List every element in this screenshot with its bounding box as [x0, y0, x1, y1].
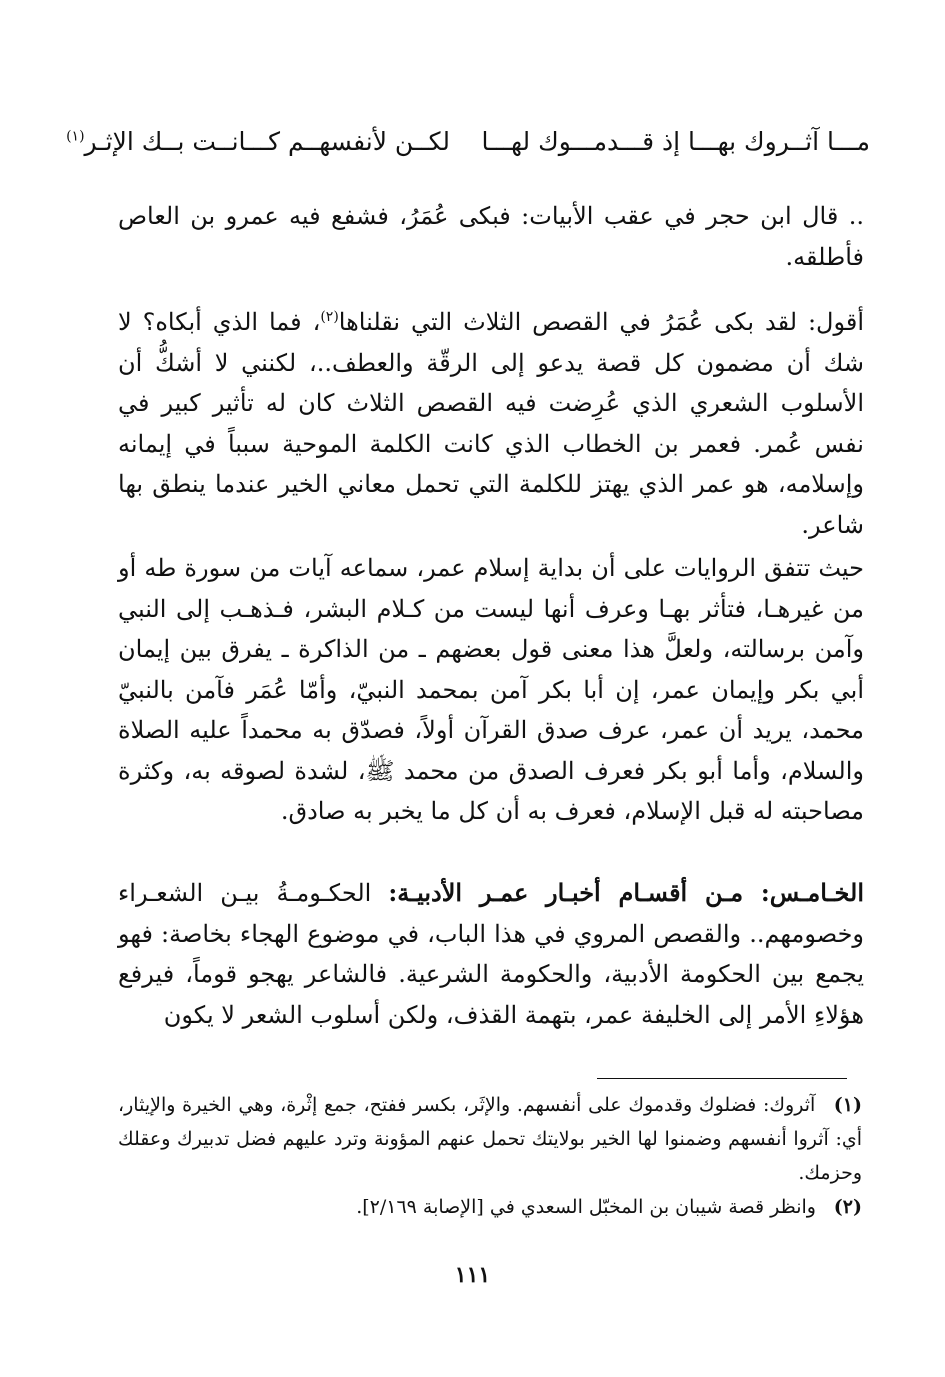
paragraph-text-part: ، فما الذي أبكاه؟ لا شك أن مضمون كل قصة يدعو إلى الرقّة والعطف..، لكنني لا أشكُّ أن الأسلوب الشعري الذي عُرِضت فيه القصص الثلاث كان له تأثير كبير في نفس عُمر. فعمر بن الخطاب الذي كانت الكلمة الموحية سبباً في إيمانه وإسلامه، هو عمر الذي يهتز للكلمة التي تحمل معاني الخير عندما ينطق بها شاعر. [118, 308, 864, 539]
verse-hemistich-first [481, 122, 870, 162]
section-heading: الخـامـس: مـن أقسـام أخبـار عمـر الأدبيـة: [388, 878, 865, 907]
paragraph-text [118, 873, 864, 1035]
paragraph-text: حيث تتفق الروايات على أن بداية إسلام عمر، سماعه آيات من سورة طه أو من غيرهـا، فتأثر بهـا وعرف أنها ليست من كـلام البشر، فـذهـب إلى النبي وآمن برسالته، ولعلَّ هذا معنى قول بعضهم ـ من الذاكرة ـ يفرق بين إيمان أبي بكر وإيمان عمر، إن أبا بكر آمن بمحمد النبيّ، وأمّا عُمَر فآمن بالنبيّ محمد، يريد أن عمر، عرف صدق القرآن أولاً، فصدّق به محمداً عليه الصلاة والسلام، وأما أبو بكر فعرف الصدق من محمد ﷺ، لشدة لصوقه به، وكثرة مصاحبته له قبل الإسلام، فعرف به أن كل ما يخبر به صادق. [118, 554, 865, 825]
footnote-ref-2: (٢) [320, 309, 339, 325]
footnote-ref-1: (١) [66, 128, 85, 145]
footnote-text: آثروك: فضلوك وقدموك على أنفسهم. والإثَر، بكسر ففتح، جمع إثْرة، وهي الخيرة والإيثار، أي: آثروا أنفسهم وضمنوا لها الخير بولايتك تحمل عنهم المؤونة وترد عليهم فضل تدبيرك وعقلك وحزمك. [118, 1094, 862, 1184]
footnote-2 [118, 1190, 862, 1224]
verse-hemistich-second-text: لكــن لأنفسهــم كـــانــت بــك الإثـر [84, 127, 450, 156]
paragraph-text-part: الحكـومـةُ بيـن الشعـراء وخصومهم.. والقصص المروي في هذا الباب، في موضوع الهجاء بخاصة: فهو يجمع بين الحكومة الأدبية، والحكومة الشرعية. فالشاعر يهجو قوماً، فيرفع هؤلاءِ الأمر إلى الخليفة عمر، بتهمة القذف، ولكن أسلوب الشعر لا يكون [118, 879, 864, 1029]
verse-hemistich-first-text: مـــا آثــروك بهـــا إذ قـــدمـــوك لهـــا [481, 127, 870, 156]
footnote-text: وانظر قصة شيبان بن المخبّل السعدي في [الإصابة ٢/١٦٩]. [356, 1196, 816, 1218]
paragraph-text: .. قال ابن حجر في عقب الأبيات: فبكى عُمَرُ، فشفع فيه عمرو بن العاص فأطلقه. [118, 202, 864, 271]
footnote-1 [118, 1088, 862, 1190]
verse-hemistich-second [66, 122, 450, 162]
paragraph-ibn-hajar [118, 196, 864, 277]
page-number: ١١١ [454, 1262, 491, 1288]
footnote-divider [597, 1078, 847, 1079]
paragraph-text [118, 302, 864, 545]
footnote-number: (٢) [833, 1196, 862, 1218]
poem-verse [66, 122, 870, 162]
footnote-number: (١) [833, 1094, 862, 1116]
paragraph-narrations [118, 548, 864, 832]
paragraph-author-comment [118, 302, 864, 545]
paragraph-fifth-section [118, 873, 864, 1035]
paragraph-text-part: أقول: لقد بكى عُمَرُ في القصص الثلاث التي نقلناها [338, 308, 865, 336]
footnotes [118, 1088, 862, 1224]
